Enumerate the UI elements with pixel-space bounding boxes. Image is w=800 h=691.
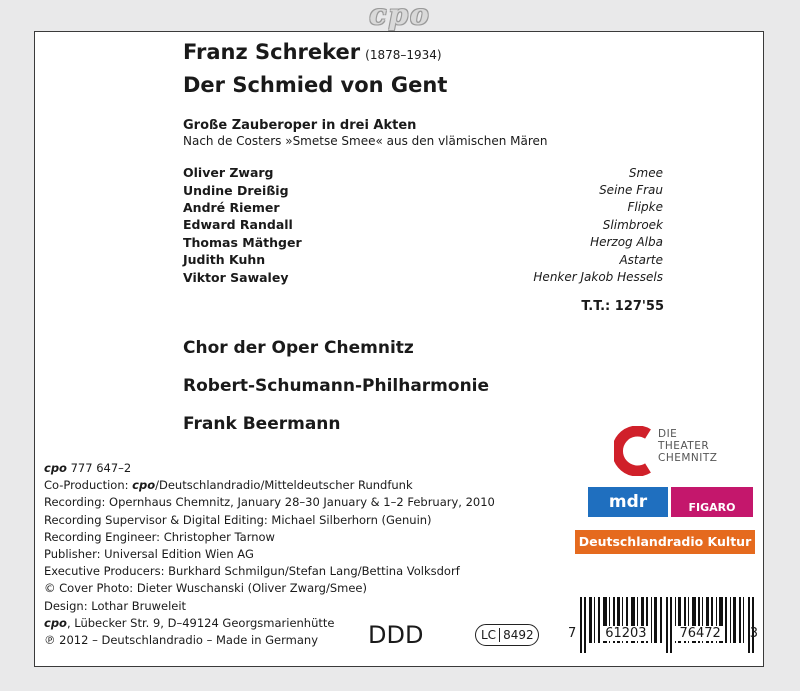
cast-list <box>183 164 663 286</box>
publisher-line: Publisher: Universal Edition Wien AG <box>44 547 254 562</box>
cast-row <box>183 181 663 198</box>
singer-name: Viktor Sawaley <box>183 269 289 285</box>
orchestra-name: Robert-Schumann-Philharmonie <box>183 376 490 396</box>
theater-line: DIE <box>658 428 678 440</box>
composer-name: Franz Schreker <box>183 40 361 64</box>
role-name: Slimbroek <box>602 217 663 232</box>
cpo-logo: cpo <box>369 0 431 31</box>
label-code <box>475 624 539 646</box>
deutschlandradio-kultur-logo: Deutschlandradio Kultur <box>575 530 755 554</box>
cast-row <box>183 234 663 251</box>
cpo-mark: cpo <box>44 615 67 630</box>
cpo-mark: cpo <box>44 461 67 475</box>
composer-years: (1878–1934) <box>365 48 442 62</box>
singer-name: Edward Randall <box>183 217 293 233</box>
copyright-line: ℗ 2012 – Deutschlandradio – Made in Germany <box>44 633 319 648</box>
coproduction-label: Co-Production: <box>44 478 129 493</box>
cast-row <box>183 268 663 285</box>
cast-row <box>183 251 663 268</box>
supervisor-line: Recording Supervisor & Digital Editing: Michael Silberhorn (Genuin) <box>44 512 432 527</box>
role-name: Seine Frau <box>599 183 663 198</box>
cast-row <box>183 199 663 216</box>
address-line <box>44 615 495 632</box>
label-code-badge <box>475 624 539 646</box>
cpo-mark: cpo <box>132 478 156 493</box>
barcode-digit-group: 76472 <box>675 626 724 641</box>
cast-row <box>183 216 663 233</box>
theater-text <box>658 428 717 464</box>
singer-name: André Riemer <box>183 199 280 215</box>
lc-label: LC <box>481 628 497 642</box>
singer-name: Oliver Zwarg <box>183 165 274 181</box>
composer-line <box>183 40 442 64</box>
role-name: Henker Jakob Hessels <box>533 270 663 285</box>
work-title: Der Schmied von Gent <box>183 73 448 97</box>
singer-name: Thomas Mäthger <box>183 234 302 250</box>
singer-name: Undine Dreißig <box>183 182 289 198</box>
role-name: Herzog Alba <box>590 235 663 250</box>
design-line: Design: Lothar Bruweleit <box>44 598 187 613</box>
figaro-logo <box>671 487 753 517</box>
work-subtitle: Große Zauberoper in drei Akten <box>183 118 417 133</box>
theater-chemnitz-logo <box>614 426 754 476</box>
choir-name: Chor der Oper Chemnitz <box>183 338 414 358</box>
theater-c-icon <box>614 426 658 476</box>
theater-line: CHEMNITZ <box>658 452 718 464</box>
barcode-digit-group: 7 <box>568 626 577 641</box>
conductor-name: Frank Beermann <box>183 414 341 434</box>
figaro-text: FIGARO <box>688 501 736 514</box>
role-name: Astarte <box>619 252 663 267</box>
lc-number: 8492 <box>499 628 534 642</box>
coproduction-line <box>44 477 495 494</box>
ddd-code: DDD <box>368 621 424 649</box>
role-name: Smee <box>628 165 663 180</box>
singer-name: Judith Kuhn <box>183 252 266 268</box>
catalog-number: 777 647–2 <box>70 461 132 475</box>
barcode-digits <box>568 626 758 641</box>
work-source: Nach de Costers »Smetse Smee« aus den vlämischen Mären <box>183 134 548 148</box>
executive-line: Executive Producers: Burkhard Schmilgun/Stefan Lang/Bettina Volksdorf <box>44 564 460 579</box>
catalog-number-line <box>44 460 495 477</box>
cover-photo-line: © Cover Photo: Dieter Wuschanski (Oliver Zwarg/Smee) <box>44 581 367 596</box>
recording-line: Recording: Opernhaus Chemnitz, January 28–30 January & 1–2 February, 2010 <box>44 495 495 510</box>
cast-row <box>183 164 663 181</box>
theater-line: THEATER <box>658 440 710 452</box>
total-time: T.T.: 127'55 <box>581 299 664 314</box>
credits-block <box>44 460 495 649</box>
role-name: Flipke <box>627 200 663 215</box>
barcode-digit-group: 61203 <box>601 626 650 641</box>
mdr-logo: mdr <box>588 487 668 517</box>
address-text: , Lübecker Str. 9, D–49124 Georgsmarienhütte <box>66 615 335 630</box>
engineer-line: Recording Engineer: Christopher Tarnow <box>44 529 275 544</box>
coproduction-partners: /Deutschlandradio/Mitteldeutscher Rundfunk <box>155 478 413 493</box>
barcode-icon <box>580 597 756 653</box>
barcode-digit-group: 3 <box>749 626 758 641</box>
